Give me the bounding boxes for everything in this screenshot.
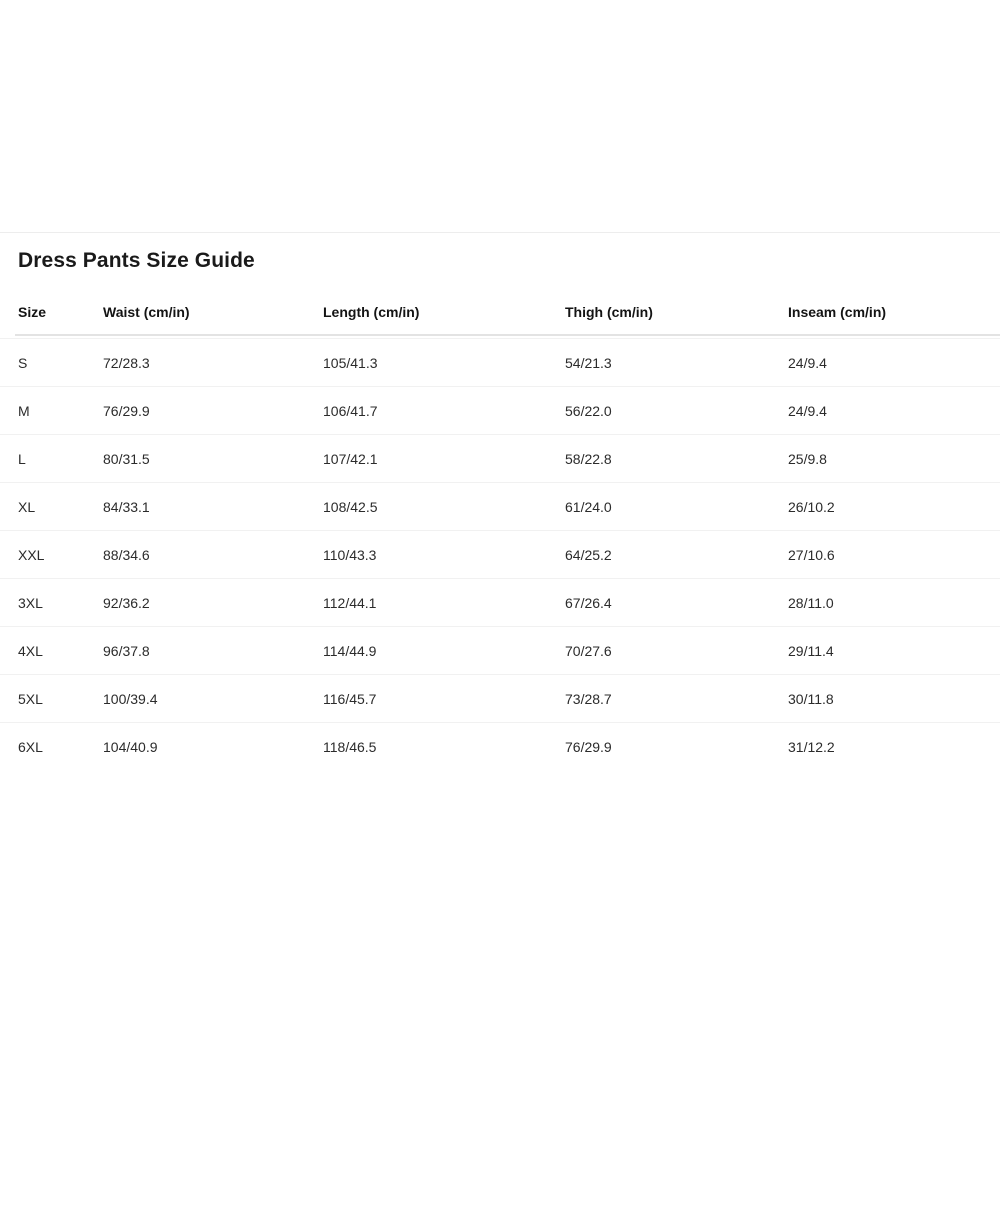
column-header-length: Length (cm/in): [323, 303, 420, 320]
cell-inseam: 24/9.4: [788, 354, 827, 371]
cell-waist: 84/33.1: [103, 498, 150, 515]
table-row: [0, 578, 1000, 626]
cell-waist: 88/34.6: [103, 546, 150, 563]
cell-size: M: [18, 402, 30, 419]
cell-inseam: 28/11.0: [788, 594, 834, 611]
cell-inseam: 29/11.4: [788, 642, 834, 659]
cell-size: 3XL: [18, 594, 43, 611]
cell-size: 6XL: [18, 738, 43, 755]
cell-inseam: 27/10.6: [788, 546, 835, 563]
cell-length: 107/42.1: [323, 450, 378, 467]
cell-waist: 80/31.5: [103, 450, 150, 467]
cell-length: 108/42.5: [323, 498, 378, 515]
cell-size: XL: [18, 498, 36, 515]
table-row: [0, 338, 1000, 386]
cell-length: 114/44.9: [323, 642, 377, 659]
cell-thigh: 76/29.9: [565, 738, 612, 755]
cell-waist: 92/36.2: [103, 594, 150, 611]
cell-thigh: 54/21.3: [565, 354, 612, 371]
cell-waist: 100/39.4: [103, 690, 158, 707]
column-header-thigh: Thigh (cm/in): [565, 303, 653, 320]
cell-thigh: 56/22.0: [565, 402, 612, 419]
table-row: [0, 722, 1000, 770]
cell-length: 118/46.5: [323, 738, 377, 755]
table-row: [0, 482, 1000, 530]
cell-waist: 72/28.3: [103, 354, 150, 371]
cell-size: L: [18, 450, 26, 467]
column-header-inseam: Inseam (cm/in): [788, 303, 887, 320]
section-title: Dress Pants Size Guide: [18, 249, 255, 272]
cell-inseam: 25/9.8: [788, 450, 827, 467]
table-row: [0, 434, 1000, 482]
cell-length: 110/43.3: [323, 546, 377, 563]
cell-thigh: 58/22.8: [565, 450, 612, 467]
cell-length: 112/44.1: [323, 594, 377, 611]
size-table: [0, 289, 1000, 770]
cell-inseam: 24/9.4: [788, 402, 827, 419]
cell-length: 105/41.3: [323, 354, 378, 371]
cell-waist: 104/40.9: [103, 738, 158, 755]
cell-size: 5XL: [18, 690, 43, 707]
cell-thigh: 73/28.7: [565, 690, 612, 707]
cell-inseam: 31/12.2: [788, 738, 835, 755]
size-guide-section: [0, 232, 1000, 770]
table-row: [0, 386, 1000, 434]
cell-size: S: [18, 354, 28, 371]
cell-thigh: 70/27.6: [565, 642, 612, 659]
cell-size: XXL: [18, 546, 45, 563]
cell-waist: 76/29.9: [103, 402, 150, 419]
table-row: [0, 674, 1000, 722]
table-header-row: [0, 289, 1000, 334]
header-divider: [15, 334, 1000, 336]
table-row: [0, 626, 1000, 674]
column-header-size: Size: [18, 303, 47, 320]
column-header-waist: Waist (cm/in): [103, 303, 190, 320]
cell-inseam: 26/10.2: [788, 498, 835, 515]
cell-thigh: 61/24.0: [565, 498, 612, 515]
table-body: [0, 338, 1000, 770]
cell-waist: 96/37.8: [103, 642, 150, 659]
cell-inseam: 30/11.8: [788, 690, 834, 707]
cell-thigh: 64/25.2: [565, 546, 612, 563]
cell-size: 4XL: [18, 642, 43, 659]
table-row: [0, 530, 1000, 578]
cell-thigh: 67/26.4: [565, 594, 612, 611]
cell-length: 106/41.7: [323, 402, 378, 419]
cell-length: 116/45.7: [323, 690, 377, 707]
